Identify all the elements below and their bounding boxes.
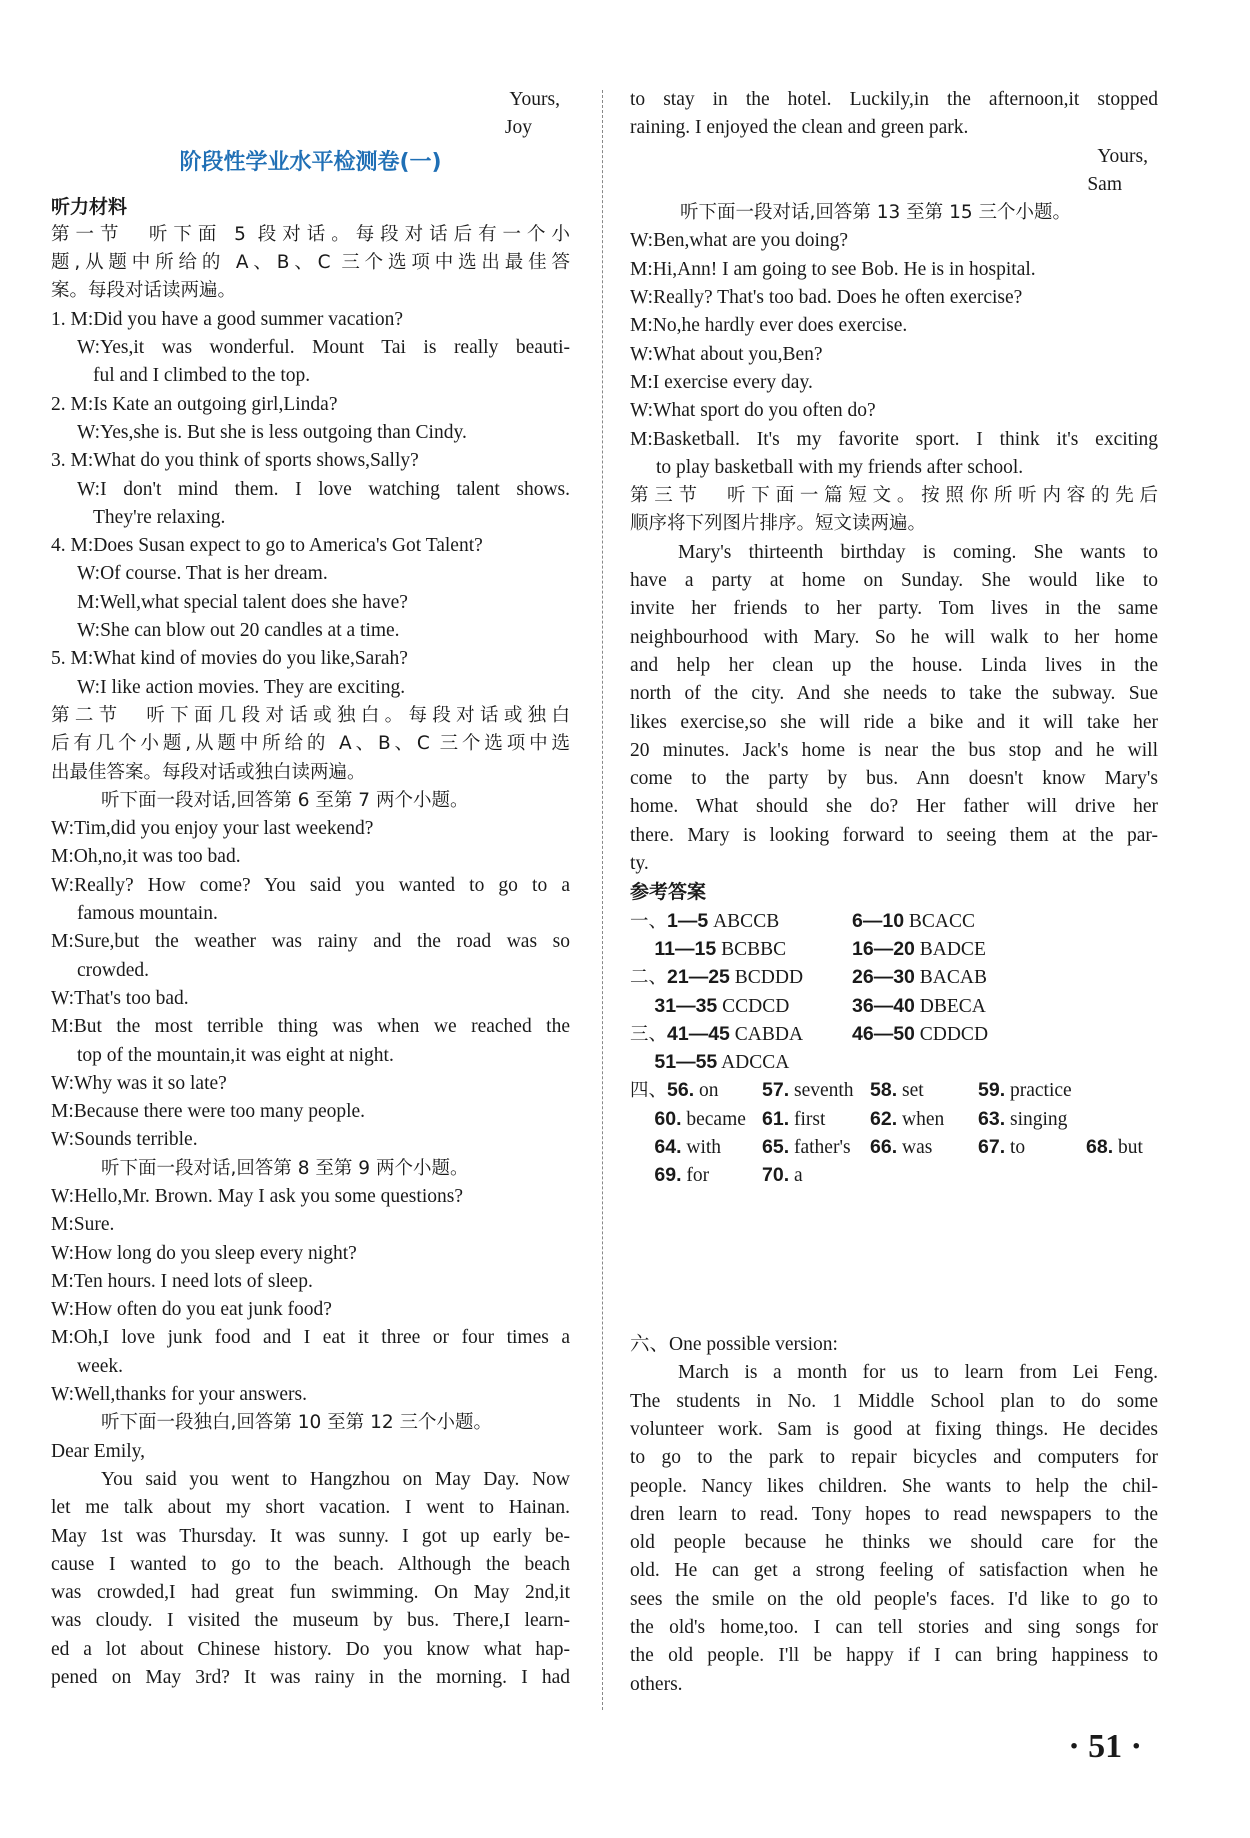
question-number: 51—55 <box>654 1051 718 1074</box>
text-line: W:Hello,Mr. Brown. May I ask you some questions? <box>51 1185 463 1207</box>
text-line: Yours, <box>1097 145 1148 167</box>
section-marker: 四、 <box>630 1080 668 1102</box>
essay-line: March is a month for us to learn from Lei Feng. <box>678 1362 1158 1384</box>
text-line: Dear Emily, <box>51 1440 146 1462</box>
question-number: 69. <box>654 1164 682 1187</box>
answer-value: BACAB <box>914 967 987 989</box>
text-line: M:No,he hardly ever does exercise. <box>630 315 908 337</box>
answer-value: to <box>1005 1136 1026 1158</box>
text-line: 顺序将下列图片排序。短文读两遍。 <box>630 513 927 535</box>
text-line: ty. <box>630 853 649 875</box>
text-line: W:Tim,did you enjoy your last weekend? <box>51 818 374 840</box>
question-number: 68. <box>1086 1135 1114 1158</box>
question-number: 21—25 <box>667 966 730 989</box>
answer-value: first <box>789 1108 826 1130</box>
question-number: 1—5 <box>667 909 709 932</box>
answer-row <box>630 935 1158 963</box>
text-line: 第二节 听下面几段对话或独白。每段对话或独白 <box>51 704 570 726</box>
essay-line: the old people. I'll be happy if I can bring happiness to <box>630 1645 1158 1667</box>
sentence-answer-row <box>630 1303 1158 1331</box>
text-line: to play basketball with my friends after school. <box>656 456 1024 478</box>
text-line: and help her clean up the house. Linda lives in the <box>630 654 1158 676</box>
text-line: 后有几个小题,从题中所给的 A、B、C 三个选项中选 <box>51 733 570 755</box>
section-marker <box>630 1137 654 1158</box>
question-number: 26—30 <box>852 966 915 989</box>
text-line: W:Of course. That is her dream. <box>77 563 328 585</box>
text-line: Joy <box>504 117 532 139</box>
text-line: 听下面一段对话,回答第 6 至第 7 两个小题。 <box>101 789 469 811</box>
text-line: M:But the most terrible thing was when we reached the <box>51 1016 570 1038</box>
essay-line: volunteer work. Sam is good at fixing things. He decides <box>630 1418 1158 1440</box>
text-line: W:What about you,Ben? <box>630 343 823 365</box>
text-line: pened on May 3rd? It was rainy in the morning. I had <box>51 1667 570 1689</box>
text-line: 1. M:Did you have a good summer vacation? <box>51 308 403 330</box>
section-marker <box>630 1052 654 1073</box>
text-line: famous mountain. <box>77 903 218 925</box>
text-line: W:Ben,what are you doing? <box>630 230 849 252</box>
answer-value: seventh <box>789 1080 854 1102</box>
text-line: 第一节 听下面 5 段对话。每段对话后有一个小 <box>51 223 570 245</box>
text-line: likes exercise,so she will ride a bike and it will take her <box>630 711 1158 733</box>
text-line: 出最佳答案。每段对话或独白读两遍。 <box>51 761 366 783</box>
page-number: · 51 · <box>1068 1728 1142 1765</box>
text-line: W:That's too bad. <box>51 987 189 1009</box>
answer-row <box>630 992 1158 1020</box>
question-number: 58. <box>870 1079 898 1102</box>
question-number: 31—35 <box>654 994 718 1017</box>
text-line: north of the city. And she needs to take the subway. Sue <box>630 683 1158 705</box>
text-line: M:Ten hours. I need lots of sleep. <box>51 1270 313 1292</box>
essay-line: the old's home,too. I can tell stories and sing songs for <box>630 1617 1158 1639</box>
section-marker: 一、 <box>630 910 668 932</box>
text-line: 第三节 听下面一篇短文。按照你所听内容的先后 <box>630 485 1158 507</box>
writing-section-heading: 六、One possible version: <box>630 1334 838 1356</box>
text-line: invite her friends to her party. Tom lives in the same <box>630 598 1158 620</box>
question-number: 62. <box>870 1107 898 1130</box>
essay-line: people. Nancy likes children. She wants to help the chil- <box>630 1475 1158 1497</box>
answer-value: singing <box>1005 1108 1068 1130</box>
answer-value: when <box>897 1108 945 1130</box>
text-line: neighbourhood with Mary. So he will walk to her home <box>630 626 1158 648</box>
text-line: 听下面一段独白,回答第 10 至第 12 三个小题。 <box>101 1412 492 1434</box>
section-marker <box>630 939 654 960</box>
essay-line: old. He can get a strong feeling of satisfaction when he <box>630 1560 1158 1582</box>
sentence-answer-row <box>630 1190 1158 1218</box>
answer-value: CCDCD <box>717 995 790 1017</box>
essay-line: The students in No. 1 Middle School plan to do some <box>630 1390 1158 1412</box>
left-column <box>51 86 570 1692</box>
sentence-answer-row <box>630 1274 1158 1302</box>
question-number: 59. <box>978 1079 1006 1102</box>
text-line: week. <box>77 1355 124 1377</box>
text-line: W:How long do you sleep every night? <box>51 1242 357 1264</box>
question-number: 57. <box>762 1079 790 1102</box>
question-number: 64. <box>654 1135 682 1158</box>
text-line: ed a lot about Chinese history. Do you know what hap- <box>51 1638 570 1660</box>
essay-line: to go to the park to repair bicycles and computers for <box>630 1447 1158 1469</box>
answer-value: BCBBC <box>716 938 787 960</box>
answer-value: with <box>681 1136 722 1158</box>
text-line: 阶段性学业水平检测卷(一) <box>179 149 442 175</box>
text-line: W:What sport do you often do? <box>630 400 876 422</box>
text-line: come to the party by bus. Ann doesn't know Mary's <box>630 768 1158 790</box>
text-line: Yours, <box>509 89 560 110</box>
text-line: crowded. <box>77 959 150 981</box>
text-line: W:Sounds terrible. <box>51 1129 198 1151</box>
text-line: W:I don't mind them. I love watching talent shows. <box>77 478 570 500</box>
answer-value: BADCE <box>914 938 986 960</box>
text-line: W:How often do you eat junk food? <box>51 1299 332 1321</box>
question-number: 70. <box>762 1164 790 1187</box>
text-line: Sam <box>1087 173 1122 195</box>
question-number: 46—50 <box>852 1022 915 1045</box>
answer-value: was <box>897 1136 933 1158</box>
question-number: 61. <box>762 1107 790 1130</box>
text-line: 20 minutes. Jack's home is near the bus stop and he will <box>630 739 1158 761</box>
text-line: was crowded,I had great fun swimming. On May 2nd,it <box>51 1582 570 1604</box>
sentence-answer-row <box>630 1218 1158 1246</box>
question-number: 6—10 <box>852 909 905 932</box>
text-line: to stay in the hotel. Luckily,in the afternoon,it stopped <box>630 89 1158 110</box>
text-line: M:Sure,but the weather was rainy and the road was so <box>51 931 570 953</box>
question-number: 36—40 <box>852 994 915 1017</box>
answer-value: CDDCD <box>914 1023 989 1045</box>
answer-row <box>630 963 1158 991</box>
text-line: They're relaxing. <box>93 506 226 528</box>
text-line: 听力材料 <box>51 195 128 218</box>
right-column <box>630 86 1158 1699</box>
answer-value: but <box>1113 1136 1143 1158</box>
answer-row <box>630 1048 1158 1076</box>
essay-line: sees the smile on the old people's faces. I'd like to go to <box>630 1588 1158 1610</box>
text-line: 2. M:Is Kate an outgoing girl,Linda? <box>51 393 338 415</box>
answer-row <box>630 1020 1158 1048</box>
answer-value: BCACC <box>904 910 976 932</box>
text-line: M:Well,what special talent does she have? <box>77 591 408 613</box>
column-divider <box>602 90 603 1710</box>
answer-value: on <box>694 1080 719 1102</box>
text-line: have a party at home on Sunday. She would like to <box>630 570 1158 592</box>
text-line: 3. M:What do you think of sports shows,Sally? <box>51 450 419 472</box>
text-line: W:Well,thanks for your answers. <box>51 1384 308 1406</box>
text-line: 听下面一段对话,回答第 13 至第 15 三个小题。 <box>680 202 1071 224</box>
text-line: 听下面一段对话,回答第 8 至第 9 两个小题。 <box>101 1157 469 1179</box>
question-number: 60. <box>654 1107 682 1130</box>
text-line: was cloudy. I visited the museum by bus. There,I learn- <box>51 1610 570 1632</box>
answer-value: set <box>897 1080 924 1102</box>
text-line: May 1st was Thursday. It was sunny. I got up early be- <box>51 1525 570 1547</box>
text-line: Mary's thirteenth birthday is coming. She wants to <box>678 541 1158 563</box>
text-line: top of the mountain,it was eight at night. <box>77 1044 394 1066</box>
question-number: 66. <box>870 1135 898 1158</box>
fill-answer-row <box>630 1161 1158 1189</box>
section-marker <box>630 996 654 1017</box>
text-line: M:I exercise every day. <box>630 371 813 393</box>
question-number: 67. <box>978 1135 1006 1158</box>
essay-line: dren learn to read. Tony hopes to read newspapers to the <box>630 1503 1158 1525</box>
sentence-answer-row <box>630 1246 1158 1274</box>
text-line: M:Oh,I love junk food and I eat it three or four times a <box>51 1327 570 1349</box>
question-number: 65. <box>762 1135 790 1158</box>
section-marker: 三、 <box>630 1023 668 1045</box>
text-line: W:Why was it so late? <box>51 1072 227 1094</box>
fill-answer-row <box>630 1105 1158 1133</box>
text-line: cause I wanted to go to the beach. Although the beach <box>51 1553 570 1575</box>
text-line: 4. M:Does Susan expect to go to America's Got Talent? <box>51 535 483 557</box>
answer-value: BCDDD <box>729 967 804 989</box>
text-line: 案。每段对话读两遍。 <box>51 280 237 302</box>
text-line: ful and I climbed to the top. <box>93 365 311 387</box>
text-line: M:Hi,Ann! I am going to see Bob. He is in hospital. <box>630 258 1036 280</box>
answer-row <box>630 907 1158 935</box>
text-line: You said you went to Hangzhou on May Day. Now <box>101 1468 570 1490</box>
answer-value: for <box>681 1165 710 1187</box>
text-line: W:Really? How come? You said you wanted to go to a <box>51 874 570 896</box>
section-marker <box>630 1165 654 1186</box>
text-line: M:Oh,no,it was too bad. <box>51 846 241 868</box>
text-line: M:Sure. <box>51 1214 115 1236</box>
section-marker: 二、 <box>630 967 668 989</box>
text-line: 参考答案 <box>630 881 707 904</box>
text-line: 题,从题中所给的 A、B、C 三个选项中选出最佳答 <box>51 252 570 274</box>
answer-value: practice <box>1005 1080 1072 1102</box>
text-line: W:Yes,she is. But she is less outgoing than Cindy. <box>77 421 467 443</box>
text-line: 5. M:What kind of movies do you like,Sarah? <box>51 648 408 670</box>
answer-value: DBECA <box>914 995 986 1017</box>
answer-value: CABDA <box>729 1023 804 1045</box>
essay-line: others. <box>630 1673 683 1695</box>
question-number: 41—45 <box>667 1022 730 1045</box>
text-line: there. Mary is looking forward to seeing them at the par- <box>630 824 1158 846</box>
answer-value: a <box>789 1165 803 1187</box>
answer-value: father's <box>789 1136 851 1158</box>
question-number: 56. <box>667 1079 695 1102</box>
text-line: M:Basketball. It's my favorite sport. I think it's exciting <box>630 428 1158 450</box>
question-number: 11—15 <box>654 937 717 960</box>
text-line: W:Yes,it was wonderful. Mount Tai is really beauti- <box>77 337 570 359</box>
fill-answer-row <box>630 1076 1158 1104</box>
text-line: W:I like action movies. They are exciting. <box>77 676 406 698</box>
text-line: raining. I enjoyed the clean and green park. <box>630 117 969 139</box>
question-number: 16—20 <box>852 937 915 960</box>
essay-line: old people because he thinks we should care for the <box>630 1532 1158 1554</box>
text-line: W:Really? That's too bad. Does he often exercise? <box>630 287 1023 309</box>
answer-value: became <box>681 1108 746 1130</box>
answer-value: ADCCA <box>717 1052 790 1074</box>
question-number: 63. <box>978 1107 1006 1130</box>
text-line: let me talk about my short vacation. I went to Hainan. <box>51 1497 570 1519</box>
fill-answer-row <box>630 1133 1158 1161</box>
section-marker <box>630 1109 654 1130</box>
answer-value: ABCCB <box>708 910 780 932</box>
text-line: M:Because there were too many people. <box>51 1101 366 1123</box>
text-line: home. What should she do? Her father will drive her <box>630 796 1158 818</box>
text-line: W:She can blow out 20 candles at a time. <box>77 620 400 642</box>
